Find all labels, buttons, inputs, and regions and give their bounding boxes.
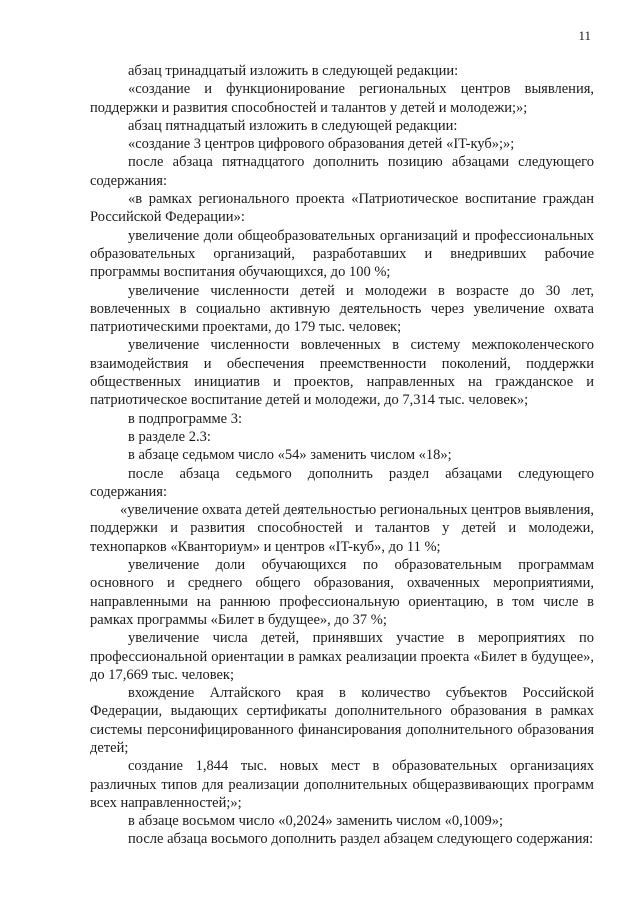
document-body <box>90 62 594 849</box>
paragraph: увеличение численности вовлеченных в систему межпоколенческого взаимодействия и обеспечения преемственности поколений, поддержки общественных инициатив и проектов, направленных на гражданское и патриотическое воспитание детей и молодежи, до 7,314 тыс. человек»; <box>90 337 594 409</box>
paragraph: вхождение Алтайского края в количество субъектов Российской Федерации, выдающих сертификаты дополнительного образования в рамках системы персонифицированного финансирования дополнительного образования детей; <box>90 685 594 756</box>
paragraph: в подпрограмме 3: <box>128 410 243 427</box>
paragraph: в абзаце восьмом число «0,2024» заменить числом «0,1009»; <box>128 813 503 830</box>
paragraph: «увеличение охвата детей деятельностью региональных центров выявления, поддержки и развития способностей и талантов у детей и молодежи, технопарков «Кванториум» и центров «IT-куб», до 11 %; <box>90 502 594 555</box>
paragraph: увеличение доли общеобразовательных организаций и профессиональных образовательных организаций, разработавших и внедривших рабочие программы воспитания обучающихся, до 100 %; <box>90 227 594 281</box>
paragraph: создание 1,844 тыс. новых мест в образовательных организациях различных типов для реализации дополнительных общеразвивающих программ всех направленностей;»; <box>90 758 594 811</box>
paragraph: абзац пятнадцатый изложить в следующей редакции: <box>128 117 458 134</box>
paragraph: «в рамках регионального проекта «Патриотическое воспитание граждан Российской Федерации»: <box>90 191 594 226</box>
paragraph: в разделе 2.3: <box>128 428 211 445</box>
paragraph: в абзаце седьмом число «54» заменить числом «18»; <box>128 447 452 464</box>
paragraph: после абзаца восьмого дополнить раздел абзацем следующего содержания: <box>128 831 594 848</box>
page-number: 11 <box>578 28 591 43</box>
paragraph: увеличение численности детей и молодежи в возрасте до 30 лет, вовлеченных в социально активную деятельность через увеличение охвата патриотическими проектами, до 179 тыс. человек; <box>90 282 594 336</box>
paragraph: после абзаца пятнадцатого дополнить позицию абзацами следующего содержания: <box>90 154 594 189</box>
paragraph: «создание 3 центров цифрового образования детей «IT-куб»;»; <box>128 136 515 153</box>
paragraph: «создание и функционирование региональных центров выявления, поддержки и развития способностей и талантов у детей и молодежи;»; <box>90 81 594 116</box>
paragraph: абзац тринадцатый изложить в следующей редакции: <box>128 63 459 79</box>
paragraph: после абзаца седьмого дополнить раздел абзацами следующего содержания: <box>90 465 594 500</box>
paragraph: увеличение доли обучающихся по образовательным программам основного и среднего общего образования, охваченных мероприятиями, направленными на раннюю профессиональную ориентацию, в том числе в рамках программы «Билет в будущее», до 37 %; <box>90 557 594 628</box>
paragraph: увеличение числа детей, принявших участие в мероприятиях по профессиональной ориентации в рамках реализации проекта «Билет в будущее», до 17,669 тыс. человек; <box>90 630 594 683</box>
